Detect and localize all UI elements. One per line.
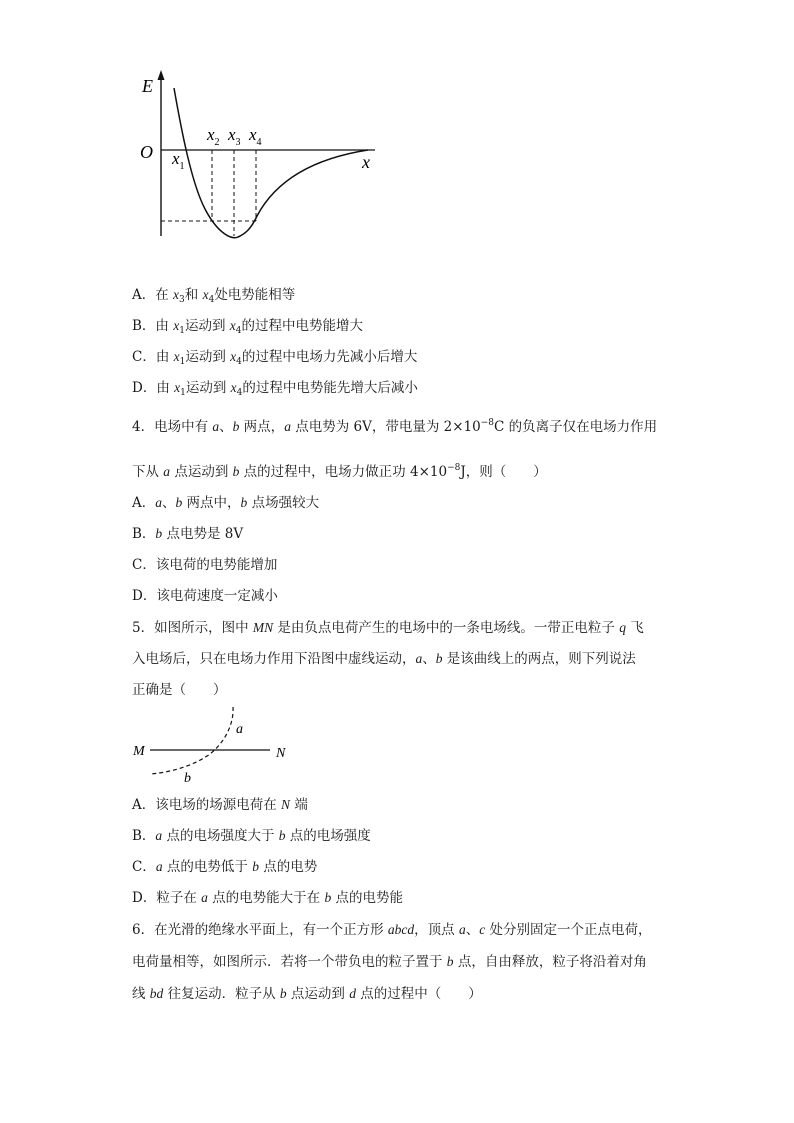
- x1-label: $x_1$: [172, 149, 185, 172]
- axis-e-label: E: [142, 76, 153, 96]
- q5-option-c: C．a 点的电势低于 b 点的电势: [132, 859, 318, 875]
- q4-option-d: D．该电荷速度一定减小: [132, 588, 278, 604]
- q3-option-b: B．由 $x_1$运动到 $x_4$的过程中电势能增大: [132, 318, 363, 336]
- q6-stem-line3: 线 bd 往复运动．粒子从 b 点运动到 d 点的过程中（ ）: [132, 986, 482, 1002]
- q6-stem-line2: 电荷量相等，如图所示．若将一个带负电的粒子置于 b 点，自由释放，粒子将沿着对角: [132, 954, 647, 970]
- q3-option-a: A．在 $x_3$和 $x_4$处电势能相等: [132, 287, 296, 305]
- x2-label: $x_2$: [207, 125, 220, 148]
- energy-position-graph: [130, 64, 400, 249]
- x3-label: $x_3$: [228, 125, 241, 148]
- q5-stem-line2: 入电场后，只在电场力作用下沿图中虚线运动，a、b 是该曲线上的两点，则下列说法: [132, 651, 636, 667]
- q3-option-c: C．由 $x_1$运动到 $x_4$的过程中电场力先减小后增大: [132, 349, 418, 367]
- origin-label: O: [140, 142, 153, 162]
- q4-stem-line1: 4．电场中有 a、b 两点，a 点电势为 6V，带电量为 $2\times 10^{-8}C$ 的负离子仅在电场力作用: [132, 418, 658, 435]
- q5-stem-line3: 正确是（ ）: [132, 682, 227, 698]
- x4-label: $x_4$: [249, 125, 262, 148]
- q4-option-a: A．a、b 两点中，b 点场强较大: [132, 495, 320, 511]
- q6-stem-line1: 6．在光滑的绝缘水平面上，有一个正方形 abcd，顶点 a、c 处分别固定一个正点电荷，: [132, 922, 652, 938]
- point-m-label: M: [133, 744, 145, 759]
- q4-stem-line2: 下从 a 点运动到 b 点的过程中，电场力做正功 $4\times 10^{-8}J$，则（ ）: [132, 463, 547, 480]
- point-b-label: b: [184, 771, 191, 786]
- q4-option-c: C．该电荷的电势能增加: [132, 557, 278, 573]
- q5-stem-line1: 5．如图所示，图中 MN 是由负点电荷产生的电场中的一条电场线。一带正电粒子 q 飞: [132, 620, 644, 636]
- axis-x-label: x: [362, 152, 370, 172]
- point-n-label: N: [276, 746, 286, 761]
- field-line-diagram: [130, 702, 300, 788]
- q5-option-b: B．a 点的电场强度大于 b 点的电场强度: [132, 828, 371, 844]
- q5-option-a: A．该电场的场源电荷在 N 端: [132, 797, 308, 813]
- q3-option-d: D．由 $x_1$运动到 $x_4$的过程中电势能先增大后减小: [132, 380, 418, 398]
- q5-option-d: D．粒子在 a 点的电势能大于在 b 点的电势能: [132, 890, 404, 906]
- q4-option-b: B．b 点电势是 8V: [132, 526, 244, 542]
- point-a-label: a: [236, 722, 243, 737]
